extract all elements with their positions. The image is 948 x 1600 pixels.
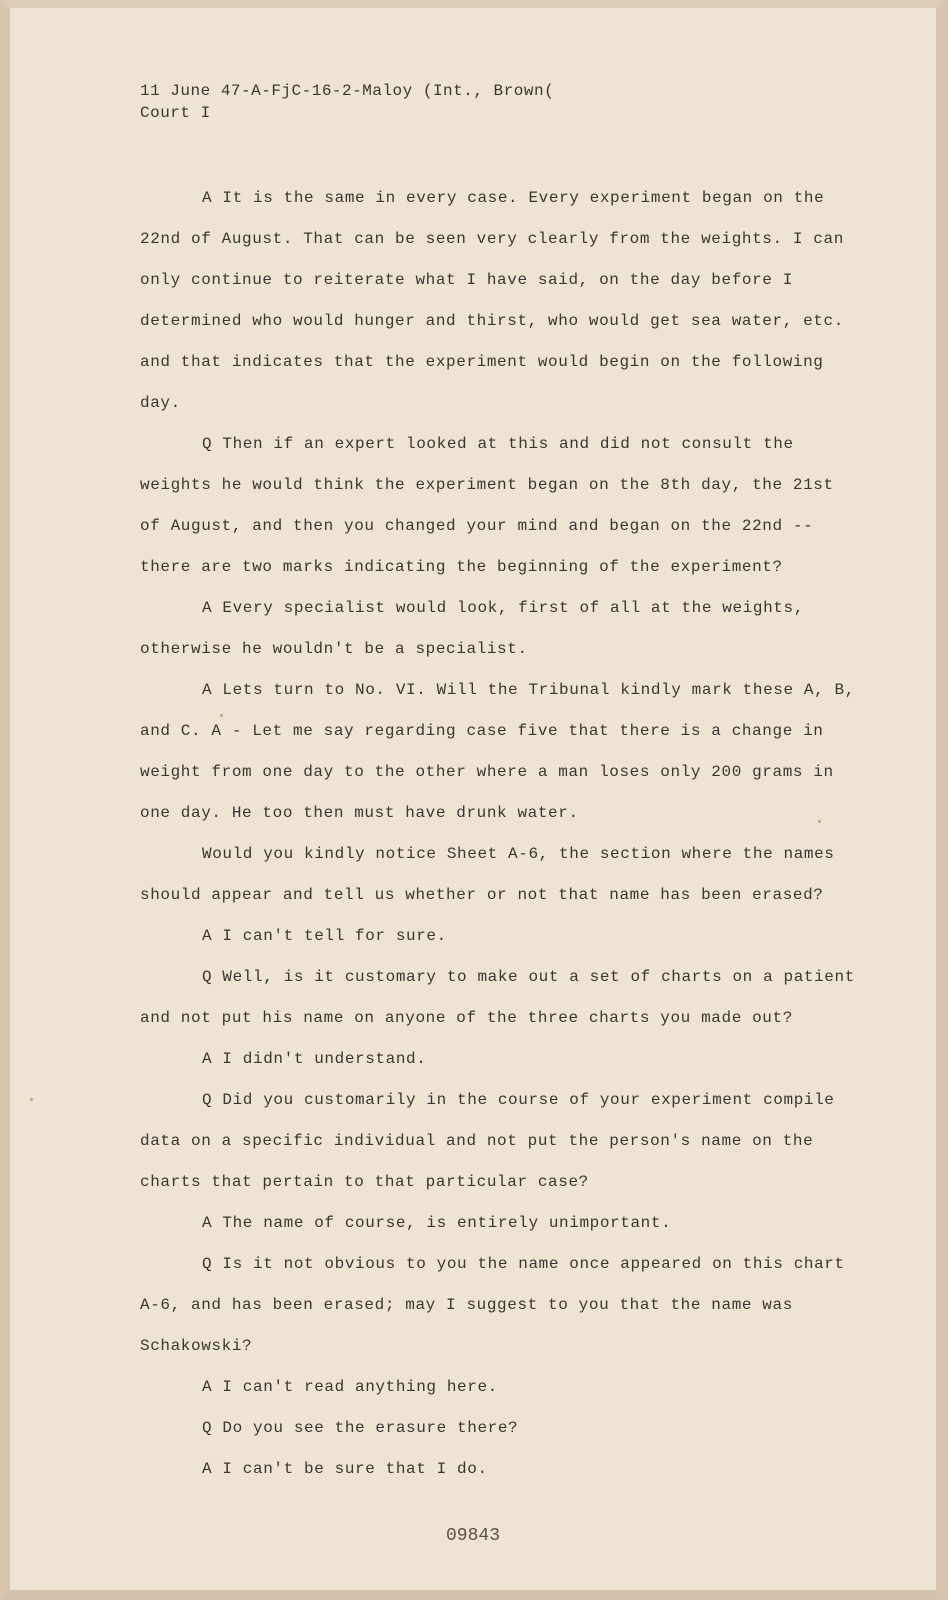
transcript-paragraph: Would you kindly notice Sheet A-6, the section where the names should appear and tell us whether or not that name has been erased? bbox=[140, 845, 835, 904]
paper-speck bbox=[818, 820, 821, 823]
document-header bbox=[140, 80, 554, 124]
transcript-paragraph: Q Then if an expert looked at this and did not consult the weights he would think the experiment began on the 8th day, the 21st of August, and then you changed your mind and began on the 22nd -- there are two marks indicating the beginning of the experiment? bbox=[140, 435, 834, 576]
paper-speck bbox=[220, 714, 223, 717]
transcript-paragraph: A It is the same in every case. Every experiment began on the 22nd of August. That can be seen very clearly from the weights. I can only continue to reiterate what I have said, on the day before I determined who would hunger and thirst, who would get sea water, etc. and that indicates that the experiment would begin on the following day. bbox=[140, 189, 844, 412]
page-number: 09843 bbox=[445, 1526, 500, 1546]
transcript-paragraph: A I can't read anything here. bbox=[202, 1378, 498, 1396]
transcript-body bbox=[140, 178, 860, 1490]
transcript-paragraph: Q Do you see the erasure there? bbox=[202, 1419, 519, 1437]
header-line-1: 11 June 47-A-FjC-16-2-Maloy (Int., Brown( bbox=[140, 82, 555, 100]
transcript-paragraph: A I can't tell for sure. bbox=[202, 927, 447, 945]
transcript-paragraph: Q Did you customarily in the course of your experiment compile data on a specific individual and not put the person's name on the charts that pertain to that particular case? bbox=[140, 1091, 835, 1191]
transcript-paragraph: A Lets turn to No. VI. Will the Tribunal kindly mark these A, B, and C. A - Let me say regarding case five that there is a change in weight from one day to the other where a man loses only 200 grams in one day. He too then must have drunk water. bbox=[140, 681, 855, 822]
transcript-paragraph: A The name of course, is entirely unimportant. bbox=[202, 1214, 672, 1232]
transcript-paragraph: A Every specialist would look, first of all at the weights, otherwise he wouldn't be a specialist. bbox=[140, 599, 804, 658]
transcript-paragraph: A I can't be sure that I do. bbox=[202, 1460, 488, 1478]
transcript-paragraph: Q Is it not obvious to you the name once appeared on this chart A-6, and has been erased; may I suggest to you that the name was Schakowski? bbox=[140, 1255, 845, 1355]
header-line-2: Court I bbox=[140, 104, 211, 122]
transcript-paragraph: Q Well, is it customary to make out a set of charts on a patient and not put his name on anyone of the three charts you made out? bbox=[140, 968, 855, 1027]
transcript-paragraph: A I didn't understand. bbox=[202, 1050, 427, 1068]
paper-speck bbox=[30, 1098, 33, 1101]
